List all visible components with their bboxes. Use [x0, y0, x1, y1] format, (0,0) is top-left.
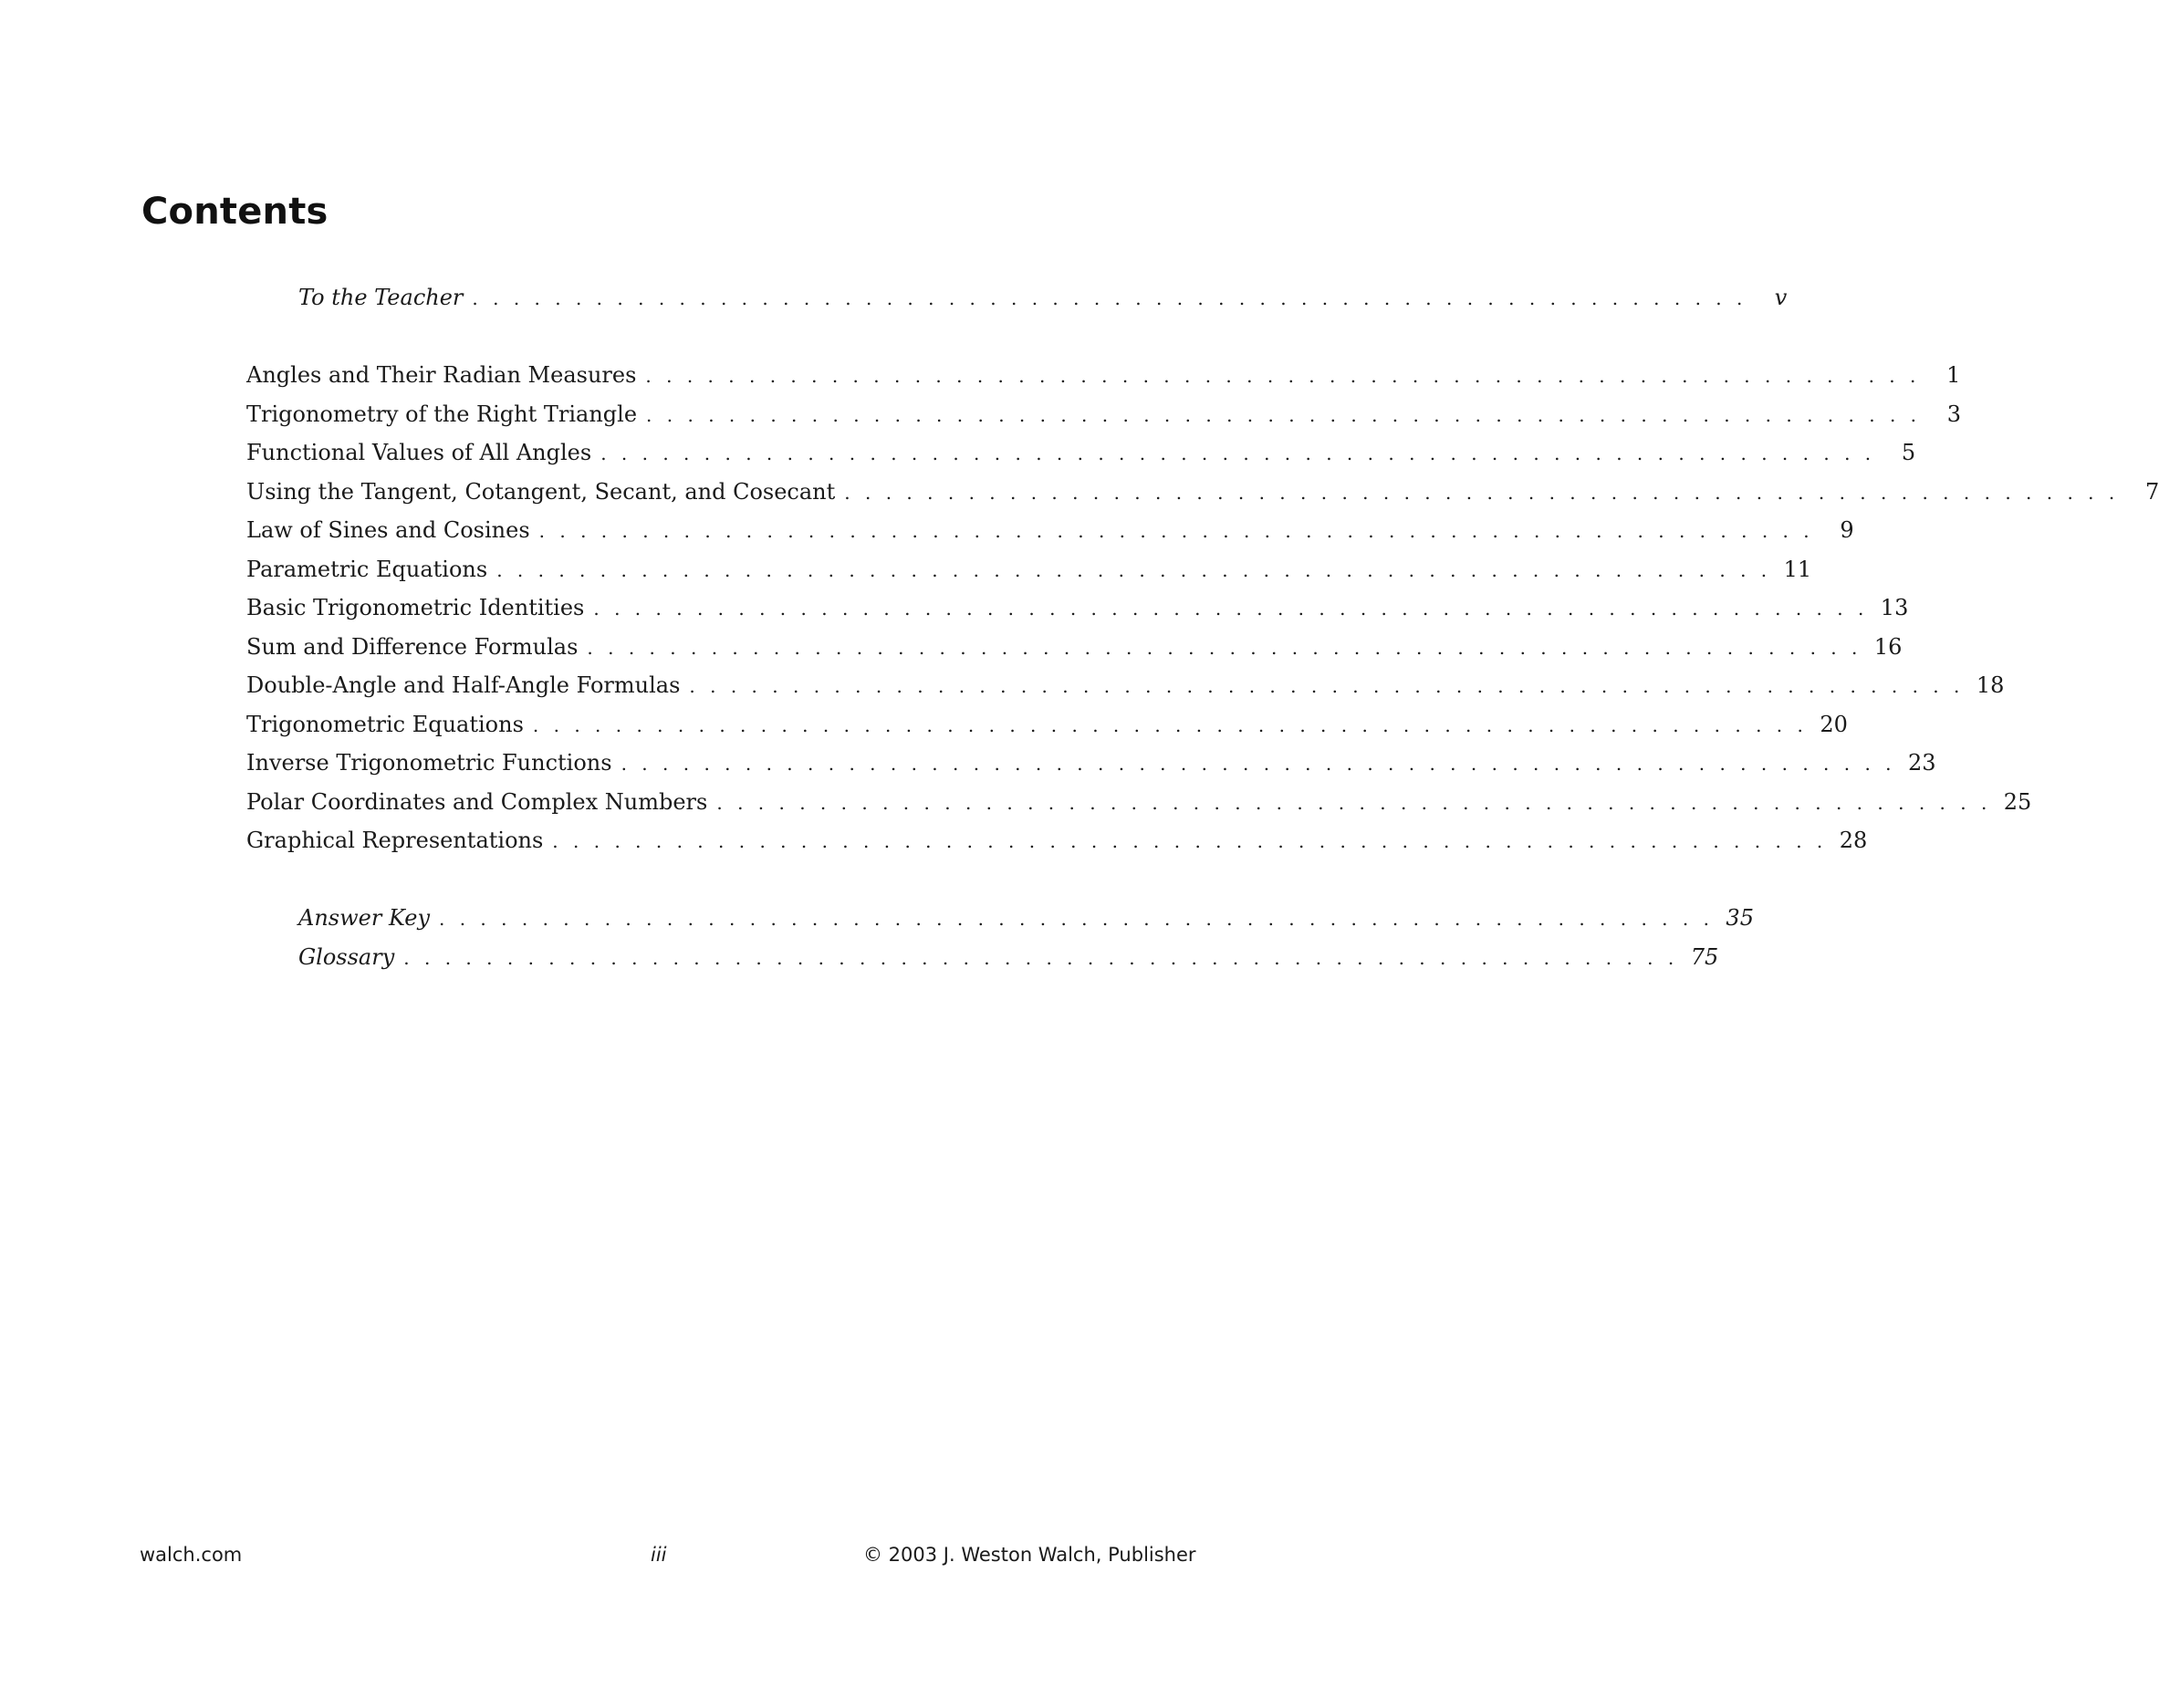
toc-entry-answer-key[interactable]: [298, 905, 1754, 942]
toc-entry[interactable]: [246, 828, 1868, 864]
toc-entry-page: v: [1774, 285, 1788, 310]
toc-entry-page: 35: [1726, 905, 1754, 931]
toc-entry-page: 5: [1901, 440, 1916, 465]
toc-entry[interactable]: [246, 672, 2005, 709]
toc-entry-title: Double-Angle and Half-Angle Formulas: [246, 672, 681, 698]
toc-entry-title: Parametric Equations: [246, 556, 488, 582]
toc-entry-page: 23: [1908, 750, 1936, 776]
dot-leader: . . . . . . . . . . . . . . . . . . . . . . . . . . . . . . . . . . . . . . . . . . . . . . . . . . . . . . . . . . . . . .: [646, 403, 1922, 426]
toc-entry-title: Polar Coordinates and Complex Numbers: [246, 788, 708, 815]
dot-leader: . . . . . . . . . . . . . . . . . . . . . . . . . . . . . . . . . . . . . . . . . . . . . . . . . . . . . . . . . . . . . .: [621, 753, 1896, 775]
toc-entry[interactable]: [246, 362, 1961, 399]
toc-entry-to-the-teacher[interactable]: [298, 285, 1788, 321]
toc-entry-page: 3: [1946, 401, 1962, 427]
toc-entry-title: Glossary: [298, 943, 395, 970]
toc-entry-title: Basic Trigonometric Identities: [246, 595, 585, 620]
toc-entry[interactable]: [246, 711, 1848, 748]
footer-page-number: iii: [651, 1544, 667, 1566]
dot-leader: . . . . . . . . . . . . . . . . . . . . . . . . . . . . . . . . . . . . . . . . . . . . . . . . . . . . . . . . . . . . . .: [716, 791, 1992, 814]
dot-leader: . . . . . . . . . . . . . . . . . . . . . . . . . . . . . . . . . . . . . . . . . . . . . . . . . . . . . . . . . . . . . .: [645, 365, 1921, 387]
toc-entry-page: 11: [1783, 556, 1812, 582]
toc-entry[interactable]: [246, 633, 1903, 671]
toc-entry-page: 16: [1873, 633, 1903, 660]
toc-entry-page: 28: [1839, 828, 1868, 853]
dot-leader: . . . . . . . . . . . . . . . . . . . . . . . . . . . . . . . . . . . . . . . . . . . . . . . . . . . . . . . . . . . . . .: [552, 830, 1828, 852]
toc-entry-page: 13: [1880, 595, 1909, 620]
toc-entry[interactable]: [246, 788, 2032, 826]
dot-leader: . . . . . . . . . . . . . . . . . . . . . . . . . . . . . . . . . . . . . . . . . . . . . . . . . . . . . . . . . . . . . .: [844, 481, 2120, 504]
toc-entry-page: 25: [2003, 788, 2032, 815]
toc-entry-title: Using the Tangent, Cotangent, Secant, and Cosecant: [246, 478, 836, 505]
dot-leader: . . . . . . . . . . . . . . . . . . . . . . . . . . . . . . . . . . . . . . . . . . . . . . . . . . . . . . . . . . . . . .: [593, 598, 1869, 620]
footer-copyright: © 2003 J. Weston Walch, Publisher: [863, 1544, 1196, 1566]
dot-leader: . . . . . . . . . . . . . . . . . . . . . . . . . . . . . . . . . . . . . . . . . . . . . . . . . . . . . . . . . . . . . .: [587, 636, 1862, 659]
toc-entry-title: Functional Values of All Angles: [246, 440, 592, 465]
toc-entry[interactable]: [246, 517, 1854, 554]
dot-leader: . . . . . . . . . . . . . . . . . . . . . . . . . . . . . . . . . . . . . . . . . . . . . . . . . . . . . . . . . . . . . .: [538, 520, 1814, 542]
toc-entry-page: 20: [1820, 711, 1848, 737]
toc-entry-title: Answer Key: [298, 905, 430, 931]
toc-entry-title: Inverse Trigonometric Functions: [246, 750, 612, 776]
dot-leader: . . . . . . . . . . . . . . . . . . . . . . . . . . . . . . . . . . . . . . . . . . . . . . . . . . . . . . . . . . . . . .: [439, 908, 1714, 930]
dot-leader: . . . . . . . . . . . . . . . . . . . . . . . . . . . . . . . . . . . . . . . . . . . . . . . . . . . . . . . . . . . . . .: [689, 675, 1965, 697]
dot-leader: . . . . . . . . . . . . . . . . . . . . . . . . . . . . . . . . . . . . . . . . . . . . . . . . . . . . . . . . . . . . . .: [600, 443, 1876, 464]
toc-entry[interactable]: [246, 478, 2159, 516]
toc-entry-page: 18: [1976, 672, 2005, 698]
toc-entry-page: 9: [1840, 517, 1854, 543]
dot-leader: . . . . . . . . . . . . . . . . . . . . . . . . . . . . . . . . . . . . . . . . . . . . . . . . . . . . . . . . . . . . . .: [472, 287, 1747, 309]
toc-entry[interactable]: [246, 595, 1909, 631]
toc-entry-page: 1: [1946, 362, 1961, 388]
toc-entry-page: 7: [2144, 478, 2159, 505]
toc-entry[interactable]: [246, 750, 1936, 786]
toc-entry-title: Trigonometry of the Right Triangle: [246, 401, 638, 427]
toc-entry-title: Trigonometric Equations: [246, 711, 524, 737]
footer-website: walch.com: [140, 1544, 243, 1566]
page-title: Contents: [141, 191, 329, 233]
toc-entry-title: Sum and Difference Formulas: [246, 633, 579, 660]
dot-leader: . . . . . . . . . . . . . . . . . . . . . . . . . . . . . . . . . . . . . . . . . . . . . . . . . . . . . . . . . . . . . .: [532, 713, 1808, 736]
toc-entry-title: Graphical Representations: [246, 828, 544, 853]
toc-entry-page: 75: [1690, 943, 1719, 970]
dot-leader: . . . . . . . . . . . . . . . . . . . . . . . . . . . . . . . . . . . . . . . . . . . . . . . . . . . . . . . . . . . . . .: [496, 558, 1772, 581]
toc-entry-glossary[interactable]: [298, 943, 1719, 981]
dot-leader: . . . . . . . . . . . . . . . . . . . . . . . . . . . . . . . . . . . . . . . . . . . . . . . . . . . . . . . . . . . . . .: [403, 946, 1679, 969]
toc-entry-title: To the Teacher: [298, 285, 464, 310]
toc-entry-title: Angles and Their Radian Measures: [246, 362, 637, 388]
toc-entry[interactable]: [246, 440, 1916, 476]
toc-entry[interactable]: [246, 556, 1812, 593]
toc-entry-title: Law of Sines and Cosines: [246, 517, 530, 543]
toc-entry[interactable]: [246, 401, 1962, 438]
